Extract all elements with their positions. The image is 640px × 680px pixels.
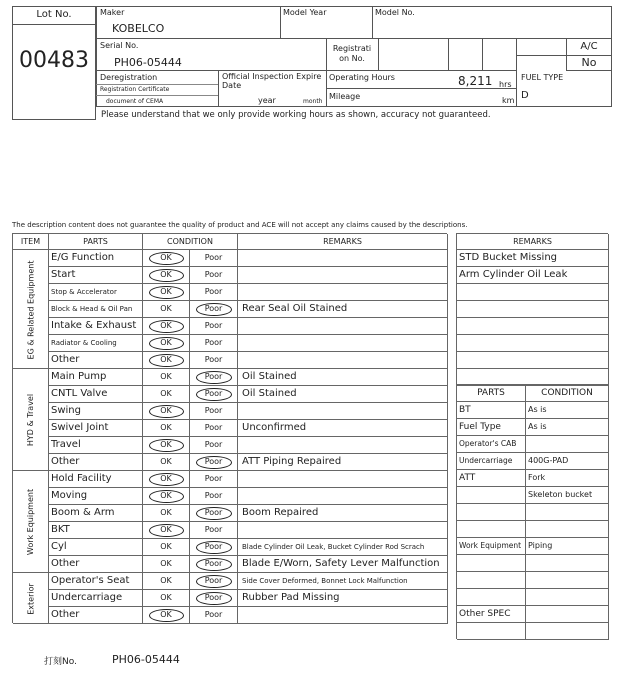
remark: Rear Seal Oil Stained [238, 301, 448, 318]
spec-condition [526, 606, 609, 623]
remarks-item [457, 335, 609, 352]
header-condition: CONDITION [143, 234, 238, 250]
poor-circle-mark [196, 456, 232, 469]
remark [238, 318, 448, 335]
spec-part [457, 487, 526, 504]
spec-part: Fuel Type [457, 419, 526, 436]
condition-poor: Poor [190, 335, 238, 352]
spec-part: Operator's CAB [457, 436, 526, 453]
disclaimer: The description content does not guarantee the quality of product and ACE will not accept any claims caused by the descriptions. [12, 221, 468, 229]
condition-poor: Poor [190, 437, 238, 454]
remark [238, 250, 448, 267]
condition-ok: OK [143, 267, 190, 284]
remark [238, 488, 448, 505]
part-name: Block & Head & Oil Pan [49, 301, 143, 318]
ac-label: A/C [580, 41, 598, 52]
ok-circle-mark [149, 252, 184, 265]
condition-ok: OK [143, 420, 190, 437]
part-name: Other [49, 454, 143, 471]
spec-part [457, 521, 526, 538]
part-name: Moving [49, 488, 143, 505]
part-name: Undercarriage [49, 590, 143, 607]
operating-hours-value: 8,211 [458, 74, 493, 88]
footer-stamp-label: 打刻No. [44, 657, 77, 667]
poor-circle-mark [196, 575, 232, 588]
remark: Side Cover Deformed, Bonnet Lock Malfunction [238, 573, 448, 590]
maker-value: KOBELCO [112, 22, 165, 35]
spec-part: Undercarriage [457, 453, 526, 470]
condition-ok: OK [143, 369, 190, 386]
part-name: Other [49, 352, 143, 369]
condition-ok: OK [143, 522, 190, 539]
month-label: month [303, 98, 323, 105]
spec-condition: Fork [526, 470, 609, 487]
condition-poor: Poor [190, 488, 238, 505]
spec-condition: 400G-PAD [526, 453, 609, 470]
poor-circle-mark [196, 592, 232, 605]
ok-circle-mark [149, 354, 184, 367]
part-name: Travel [49, 437, 143, 454]
ok-circle-mark [149, 320, 184, 333]
spec-table [456, 384, 608, 639]
fuel-type-label: FUEL TYPE [521, 73, 564, 82]
condition-poor: Poor [190, 386, 238, 403]
spec-header-parts: PARTS [457, 385, 526, 402]
remarks-item: Arm Cylinder Oil Leak [457, 267, 609, 284]
inspection-label: Official Inspection Expire Date [222, 72, 322, 90]
remarks-panel [456, 233, 608, 385]
part-name: Boom & Arm [49, 505, 143, 522]
condition-ok: OK [143, 607, 190, 624]
remarks-item: STD Bucket Missing [457, 250, 609, 267]
group-label: Exterior [26, 582, 35, 615]
condition-poor: Poor [190, 403, 238, 420]
group-cell [13, 369, 49, 471]
part-name: E/G Function [49, 250, 143, 267]
spec-part: Other SPEC [457, 606, 526, 623]
condition-ok: OK [143, 301, 190, 318]
condition-ok: OK [143, 454, 190, 471]
cema-document-label: document of CEMA [106, 98, 164, 105]
part-name: Radiator & Cooling [49, 335, 143, 352]
condition-ok: OK [143, 590, 190, 607]
poor-circle-mark [196, 371, 232, 384]
condition-poor: Poor [190, 539, 238, 556]
condition-ok: OK [143, 539, 190, 556]
remark: ATT Piping Repaired [238, 454, 448, 471]
part-name: Hold Facility [49, 471, 143, 488]
remarks-item [457, 301, 609, 318]
spec-condition: As is [526, 402, 609, 419]
spec-condition: As is [526, 419, 609, 436]
condition-ok: OK [143, 250, 190, 267]
spec-condition [526, 572, 609, 589]
mileage-label: Mileage [329, 92, 361, 101]
ok-circle-mark [149, 609, 184, 622]
poor-circle-mark [196, 388, 232, 401]
remark: Rubber Pad Missing [238, 590, 448, 607]
km-unit: km [502, 96, 515, 105]
spec-condition [526, 504, 609, 521]
poor-circle-mark [196, 541, 232, 554]
condition-ok: OK [143, 284, 190, 301]
header-parts: PARTS [49, 234, 143, 250]
remark [238, 522, 448, 539]
group-label: Work Equipment [26, 488, 35, 556]
remark [238, 335, 448, 352]
maker-label: Maker [100, 8, 125, 17]
remark: Oil Stained [238, 386, 448, 403]
ok-circle-mark [149, 405, 184, 418]
remark [238, 437, 448, 454]
condition-poor: Poor [190, 352, 238, 369]
serial-value: PH06-05444 [114, 56, 182, 69]
serial-label: Serial No. [100, 41, 139, 50]
condition-poor: Poor [190, 522, 238, 539]
condition-ok: OK [143, 403, 190, 420]
condition-poor: Poor [190, 590, 238, 607]
spec-part [457, 623, 526, 640]
remark: Unconfirmed [238, 420, 448, 437]
condition-poor: Poor [190, 420, 238, 437]
spec-condition [526, 521, 609, 538]
part-name: Swing [49, 403, 143, 420]
condition-poor: Poor [190, 607, 238, 624]
spec-header-condition: CONDITION [526, 385, 609, 402]
lot-number: 00483 [19, 48, 89, 73]
footer-stamp-value: PH06-05444 [112, 653, 180, 666]
condition-poor: Poor [190, 505, 238, 522]
header-remarks: REMARKS [238, 234, 448, 250]
deregistration-label: Deregistration [100, 73, 158, 82]
remark: Blade E/Worn, Safety Lever Malfunction [238, 556, 448, 573]
remarks-item [457, 318, 609, 335]
part-name: Other [49, 556, 143, 573]
remarks-item [457, 284, 609, 301]
part-name: Stop & Accelerator [49, 284, 143, 301]
registration-label: Registrati on No. [332, 44, 372, 63]
condition-ok: OK [143, 471, 190, 488]
part-name: Start [49, 267, 143, 284]
poor-circle-mark [196, 507, 232, 520]
fuel-type-value: D [521, 90, 529, 101]
spec-condition [526, 623, 609, 640]
spec-part [457, 504, 526, 521]
operating-hours-label: Operating Hours [329, 73, 395, 82]
inspection-table [12, 233, 447, 623]
group-label: HYD & Travel [26, 393, 35, 447]
poor-circle-mark [196, 558, 232, 571]
condition-poor: Poor [190, 267, 238, 284]
part-name: Operator's Seat [49, 573, 143, 590]
group-cell [13, 250, 49, 369]
spec-part: ATT [457, 470, 526, 487]
remark [238, 471, 448, 488]
spec-condition: Skeleton bucket [526, 487, 609, 504]
part-name: CNTL Valve [49, 386, 143, 403]
poor-circle-mark [196, 303, 232, 316]
remark: Oil Stained [238, 369, 448, 386]
part-name: Other [49, 607, 143, 624]
remark [238, 267, 448, 284]
condition-ok: OK [143, 573, 190, 590]
part-name: BKT [49, 522, 143, 539]
hrs-unit: hrs [499, 80, 512, 89]
part-name: Main Pump [49, 369, 143, 386]
registration-certificate-label: Registration Certificate [100, 86, 170, 93]
remarks-header: REMARKS [457, 234, 609, 250]
year-label: year [258, 96, 276, 105]
remark: Boom Repaired [238, 505, 448, 522]
ok-circle-mark [149, 439, 184, 452]
condition-ok: OK [143, 335, 190, 352]
remark [238, 352, 448, 369]
spec-condition [526, 555, 609, 572]
condition-ok: OK [143, 352, 190, 369]
lot-label: Lot No. [36, 9, 72, 20]
spec-part: BT [457, 402, 526, 419]
condition-poor: Poor [190, 454, 238, 471]
model-year-label: Model Year [283, 8, 327, 17]
spec-part [457, 555, 526, 572]
ok-circle-mark [149, 490, 184, 503]
group-cell [13, 471, 49, 573]
remark [238, 403, 448, 420]
condition-ok: OK [143, 437, 190, 454]
ok-circle-mark [149, 473, 184, 486]
part-name: Swivel Joint [49, 420, 143, 437]
condition-poor: Poor [190, 369, 238, 386]
hours-note: Please understand that we only provide working hours as shown, accuracy not guaranteed. [101, 110, 491, 120]
spec-part [457, 589, 526, 606]
condition-poor: Poor [190, 284, 238, 301]
remark [238, 607, 448, 624]
ok-circle-mark [149, 524, 184, 537]
remark [238, 284, 448, 301]
spec-condition [526, 436, 609, 453]
condition-poor: Poor [190, 471, 238, 488]
condition-ok: OK [143, 505, 190, 522]
group-cell [13, 573, 49, 624]
condition-ok: OK [143, 488, 190, 505]
spec-part [457, 572, 526, 589]
condition-ok: OK [143, 318, 190, 335]
condition-poor: Poor [190, 250, 238, 267]
condition-poor: Poor [190, 573, 238, 590]
ac-value: No [581, 56, 597, 69]
model-no-label: Model No. [375, 8, 415, 17]
header-item: ITEM [13, 234, 49, 250]
condition-poor: Poor [190, 301, 238, 318]
remarks-item [457, 352, 609, 369]
remark: Blade Cylinder Oil Leak, Bucket Cylinder Rod Scrach [238, 539, 448, 556]
ok-circle-mark [149, 337, 184, 350]
ok-circle-mark [149, 269, 184, 282]
lot-label-divider [12, 24, 96, 25]
part-name: Intake & Exhaust [49, 318, 143, 335]
part-name: Cyl [49, 539, 143, 556]
ok-circle-mark [149, 286, 184, 299]
group-label: EG & Related Equipment [26, 260, 35, 359]
spec-condition [526, 589, 609, 606]
spec-part: Work Equipment [457, 538, 526, 555]
spec-condition: Piping [526, 538, 609, 555]
condition-poor: Poor [190, 556, 238, 573]
condition-poor: Poor [190, 318, 238, 335]
condition-ok: OK [143, 386, 190, 403]
condition-ok: OK [143, 556, 190, 573]
